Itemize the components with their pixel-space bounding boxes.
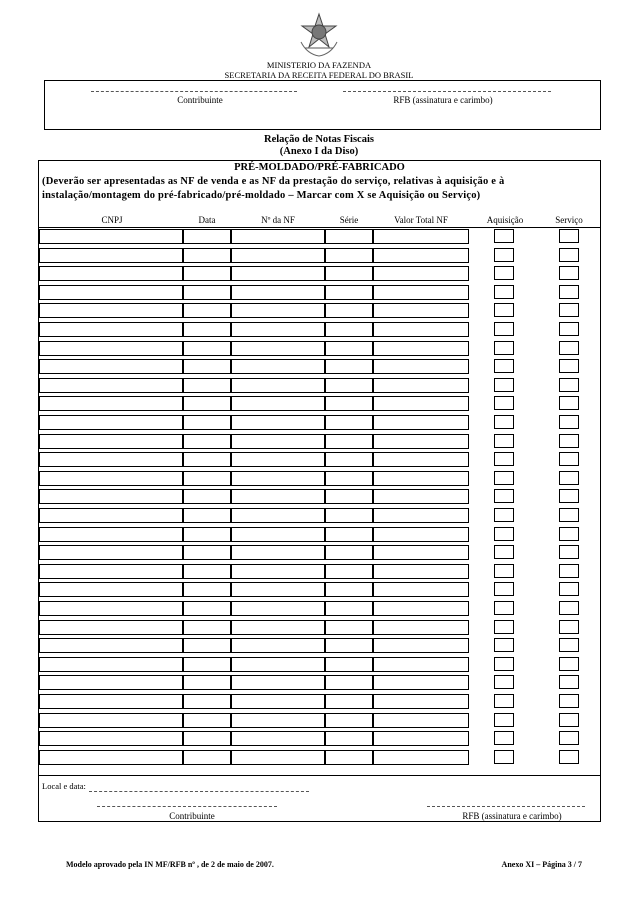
nf-number-cell[interactable] bbox=[231, 601, 325, 616]
serie-cell[interactable] bbox=[325, 471, 373, 486]
column-header-serie: Série bbox=[339, 215, 359, 225]
servico-checkbox[interactable] bbox=[559, 359, 579, 373]
cnpj-cell[interactable] bbox=[39, 229, 183, 244]
data-cell[interactable] bbox=[183, 527, 231, 542]
servico-checkbox[interactable] bbox=[559, 229, 579, 243]
contribuinte-label: Contribuinte bbox=[177, 95, 223, 105]
serie-cell[interactable] bbox=[325, 527, 373, 542]
servico-checkbox[interactable] bbox=[559, 750, 579, 764]
aquisicao-checkbox[interactable] bbox=[494, 508, 514, 522]
cnpj-cell[interactable] bbox=[39, 378, 183, 393]
aquisicao-checkbox[interactable] bbox=[494, 750, 514, 764]
aquisicao-checkbox[interactable] bbox=[494, 266, 514, 280]
serie-cell[interactable] bbox=[325, 638, 373, 653]
servico-checkbox[interactable] bbox=[559, 713, 579, 727]
aquisicao-checkbox[interactable] bbox=[494, 620, 514, 634]
valor-total-cell[interactable] bbox=[373, 322, 469, 337]
data-cell[interactable] bbox=[183, 285, 231, 300]
valor-total-cell[interactable] bbox=[373, 266, 469, 281]
valor-total-cell[interactable] bbox=[373, 731, 469, 746]
invoice-table-box bbox=[38, 160, 601, 822]
cnpj-cell[interactable] bbox=[39, 508, 183, 523]
aquisicao-checkbox[interactable] bbox=[494, 415, 514, 429]
cnpj-cell[interactable] bbox=[39, 545, 183, 560]
cnpj-cell[interactable] bbox=[39, 601, 183, 616]
valor-total-cell[interactable] bbox=[373, 564, 469, 579]
aquisicao-checkbox[interactable] bbox=[494, 341, 514, 355]
serie-cell[interactable] bbox=[325, 396, 373, 411]
aquisicao-checkbox[interactable] bbox=[494, 248, 514, 262]
valor-total-cell[interactable] bbox=[373, 582, 469, 597]
nf-number-cell[interactable] bbox=[231, 731, 325, 746]
serie-cell[interactable] bbox=[325, 694, 373, 709]
column-header-data: Data bbox=[198, 215, 216, 225]
servico-checkbox[interactable] bbox=[559, 452, 579, 466]
cnpj-cell[interactable] bbox=[39, 341, 183, 356]
nf-number-cell[interactable] bbox=[231, 359, 325, 374]
data-cell[interactable] bbox=[183, 582, 231, 597]
nf-number-cell[interactable] bbox=[231, 675, 325, 690]
column-header-valor-total: Valor Total NF bbox=[394, 215, 448, 225]
cnpj-cell[interactable] bbox=[39, 434, 183, 449]
form-title: Relação de Notas Fiscais bbox=[264, 134, 374, 145]
data-cell[interactable] bbox=[183, 248, 231, 263]
data-cell[interactable] bbox=[183, 601, 231, 616]
nf-number-cell[interactable] bbox=[231, 638, 325, 653]
serie-cell[interactable] bbox=[325, 564, 373, 579]
nf-number-cell[interactable] bbox=[231, 229, 325, 244]
nf-number-cell[interactable] bbox=[231, 750, 325, 765]
footer-model-note: Modelo aprovado pela IN MF/RFB nº , de 2 de maio de 2007. bbox=[66, 860, 274, 869]
servico-checkbox[interactable] bbox=[559, 638, 579, 652]
nf-number-cell[interactable] bbox=[231, 266, 325, 281]
aquisicao-checkbox[interactable] bbox=[494, 675, 514, 689]
nf-number-cell[interactable] bbox=[231, 285, 325, 300]
aquisicao-checkbox[interactable] bbox=[494, 713, 514, 727]
nf-number-cell[interactable] bbox=[231, 415, 325, 430]
servico-checkbox[interactable] bbox=[559, 657, 579, 671]
aquisicao-checkbox[interactable] bbox=[494, 601, 514, 615]
column-header-aquisicao: Aquisição bbox=[486, 215, 524, 225]
nf-number-cell[interactable] bbox=[231, 713, 325, 728]
serie-cell[interactable] bbox=[325, 285, 373, 300]
serie-cell[interactable] bbox=[325, 508, 373, 523]
data-cell[interactable] bbox=[183, 675, 231, 690]
data-cell[interactable] bbox=[183, 508, 231, 523]
aquisicao-checkbox[interactable] bbox=[494, 396, 514, 410]
rfb-label: RFB (assinatura e carimbo) bbox=[393, 95, 493, 105]
valor-total-cell[interactable] bbox=[373, 527, 469, 542]
bottom-contribuinte-label: Contribuinte bbox=[169, 811, 215, 821]
cnpj-cell[interactable] bbox=[39, 564, 183, 579]
data-cell[interactable] bbox=[183, 694, 231, 709]
servico-checkbox[interactable] bbox=[559, 582, 579, 596]
nf-number-cell[interactable] bbox=[231, 620, 325, 635]
secretariat-heading: SECRETARIA DA RECEITA FEDERAL DO BRASIL bbox=[224, 70, 414, 80]
aquisicao-checkbox[interactable] bbox=[494, 471, 514, 485]
nf-number-cell[interactable] bbox=[231, 434, 325, 449]
servico-checkbox[interactable] bbox=[559, 694, 579, 708]
cnpj-cell[interactable] bbox=[39, 582, 183, 597]
valor-total-cell[interactable] bbox=[373, 601, 469, 616]
aquisicao-checkbox[interactable] bbox=[494, 303, 514, 317]
serie-cell[interactable] bbox=[325, 434, 373, 449]
data-cell[interactable] bbox=[183, 564, 231, 579]
serie-cell[interactable] bbox=[325, 266, 373, 281]
valor-total-cell[interactable] bbox=[373, 248, 469, 263]
form-subtitle: (Anexo I da Diso) bbox=[279, 146, 359, 157]
data-cell[interactable] bbox=[183, 322, 231, 337]
aquisicao-checkbox[interactable] bbox=[494, 582, 514, 596]
serie-cell[interactable] bbox=[325, 415, 373, 430]
serie-cell[interactable] bbox=[325, 675, 373, 690]
servico-checkbox[interactable] bbox=[559, 248, 579, 262]
nf-number-cell[interactable] bbox=[231, 378, 325, 393]
servico-checkbox[interactable] bbox=[559, 396, 579, 410]
instructions-text: (Deverão ser apresentadas as NF de venda e as NF da prestação do serviço, relativas à aquisição e à instalação/montagem do pré-fabricado/pré-moldado – Marcar com X se Aquisição ou Serviço) bbox=[42, 176, 505, 201]
aquisicao-checkbox[interactable] bbox=[494, 229, 514, 243]
cnpj-cell[interactable] bbox=[39, 266, 183, 281]
serie-cell[interactable] bbox=[325, 620, 373, 635]
aquisicao-checkbox[interactable] bbox=[494, 489, 514, 503]
serie-cell[interactable] bbox=[325, 489, 373, 504]
servico-checkbox[interactable] bbox=[559, 675, 579, 689]
serie-cell[interactable] bbox=[325, 341, 373, 356]
servico-checkbox[interactable] bbox=[559, 527, 579, 541]
aquisicao-checkbox[interactable] bbox=[494, 378, 514, 392]
valor-total-cell[interactable] bbox=[373, 545, 469, 560]
servico-checkbox[interactable] bbox=[559, 620, 579, 634]
data-cell[interactable] bbox=[183, 452, 231, 467]
coat-of-arms-emblem bbox=[297, 12, 341, 58]
servico-checkbox[interactable] bbox=[559, 378, 579, 392]
aquisicao-checkbox[interactable] bbox=[494, 564, 514, 578]
valor-total-cell[interactable] bbox=[373, 229, 469, 244]
cnpj-cell[interactable] bbox=[39, 415, 183, 430]
aquisicao-checkbox[interactable] bbox=[494, 434, 514, 448]
nf-number-cell[interactable] bbox=[231, 694, 325, 709]
data-cell[interactable] bbox=[183, 359, 231, 374]
aquisicao-checkbox[interactable] bbox=[494, 731, 514, 745]
servico-checkbox[interactable] bbox=[559, 434, 579, 448]
servico-checkbox[interactable] bbox=[559, 601, 579, 615]
nf-number-cell[interactable] bbox=[231, 508, 325, 523]
bottom-rfb-signature-line bbox=[427, 806, 585, 807]
data-cell[interactable] bbox=[183, 489, 231, 504]
table-bottom-rule bbox=[39, 775, 600, 776]
aquisicao-checkbox[interactable] bbox=[494, 452, 514, 466]
valor-total-cell[interactable] bbox=[373, 489, 469, 504]
data-cell[interactable] bbox=[183, 731, 231, 746]
valor-total-cell[interactable] bbox=[373, 452, 469, 467]
serie-cell[interactable] bbox=[325, 582, 373, 597]
data-cell[interactable] bbox=[183, 638, 231, 653]
local-data-line[interactable] bbox=[89, 791, 309, 792]
nf-number-cell[interactable] bbox=[231, 248, 325, 263]
data-cell[interactable] bbox=[183, 434, 231, 449]
serie-cell[interactable] bbox=[325, 378, 373, 393]
valor-total-cell[interactable] bbox=[373, 303, 469, 318]
cnpj-cell[interactable] bbox=[39, 675, 183, 690]
servico-checkbox[interactable] bbox=[559, 564, 579, 578]
cnpj-cell[interactable] bbox=[39, 657, 183, 672]
nf-number-cell[interactable] bbox=[231, 489, 325, 504]
servico-checkbox[interactable] bbox=[559, 489, 579, 503]
aquisicao-checkbox[interactable] bbox=[494, 359, 514, 373]
serie-cell[interactable] bbox=[325, 229, 373, 244]
valor-total-cell[interactable] bbox=[373, 415, 469, 430]
local-data-label: Local e data: bbox=[42, 781, 86, 791]
valor-total-cell[interactable] bbox=[373, 638, 469, 653]
aquisicao-checkbox[interactable] bbox=[494, 694, 514, 708]
nf-number-cell[interactable] bbox=[231, 564, 325, 579]
data-cell[interactable] bbox=[183, 657, 231, 672]
cnpj-cell[interactable] bbox=[39, 359, 183, 374]
servico-checkbox[interactable] bbox=[559, 266, 579, 280]
nf-number-cell[interactable] bbox=[231, 322, 325, 337]
data-cell[interactable] bbox=[183, 303, 231, 318]
valor-total-cell[interactable] bbox=[373, 341, 469, 356]
servico-checkbox[interactable] bbox=[559, 471, 579, 485]
serie-cell[interactable] bbox=[325, 750, 373, 765]
aquisicao-checkbox[interactable] bbox=[494, 322, 514, 336]
aquisicao-checkbox[interactable] bbox=[494, 285, 514, 299]
servico-checkbox[interactable] bbox=[559, 322, 579, 336]
valor-total-cell[interactable] bbox=[373, 713, 469, 728]
serie-cell[interactable] bbox=[325, 545, 373, 560]
serie-cell[interactable] bbox=[325, 731, 373, 746]
valor-total-cell[interactable] bbox=[373, 657, 469, 672]
bottom-rfb-label: RFB (assinatura e carimbo) bbox=[462, 811, 562, 821]
top-signature-box bbox=[44, 80, 601, 130]
cnpj-cell[interactable] bbox=[39, 527, 183, 542]
nf-number-cell[interactable] bbox=[231, 341, 325, 356]
aquisicao-checkbox[interactable] bbox=[494, 638, 514, 652]
servico-checkbox[interactable] bbox=[559, 731, 579, 745]
cnpj-cell[interactable] bbox=[39, 620, 183, 635]
serie-cell[interactable] bbox=[325, 322, 373, 337]
cnpj-cell[interactable] bbox=[39, 489, 183, 504]
valor-total-cell[interactable] bbox=[373, 471, 469, 486]
valor-total-cell[interactable] bbox=[373, 396, 469, 411]
data-cell[interactable] bbox=[183, 229, 231, 244]
data-cell[interactable] bbox=[183, 266, 231, 281]
nf-number-cell[interactable] bbox=[231, 582, 325, 597]
cnpj-cell[interactable] bbox=[39, 303, 183, 318]
valor-total-cell[interactable] bbox=[373, 378, 469, 393]
cnpj-cell[interactable] bbox=[39, 322, 183, 337]
ministry-heading: MINISTERIO DA FAZENDA bbox=[266, 60, 372, 70]
cnpj-cell[interactable] bbox=[39, 285, 183, 300]
servico-checkbox[interactable] bbox=[559, 508, 579, 522]
serie-cell[interactable] bbox=[325, 359, 373, 374]
serie-cell[interactable] bbox=[325, 713, 373, 728]
cnpj-cell[interactable] bbox=[39, 638, 183, 653]
aquisicao-checkbox[interactable] bbox=[494, 657, 514, 671]
serie-cell[interactable] bbox=[325, 657, 373, 672]
contribuinte-signature-line bbox=[91, 91, 297, 92]
column-header-nf-number: Nº da NF bbox=[261, 215, 295, 225]
valor-total-cell[interactable] bbox=[373, 285, 469, 300]
data-cell[interactable] bbox=[183, 415, 231, 430]
serie-cell[interactable] bbox=[325, 303, 373, 318]
section-heading: PRÉ-MOLDADO/PRÉ-FABRICADO bbox=[234, 162, 405, 173]
serie-cell[interactable] bbox=[325, 452, 373, 467]
cnpj-cell[interactable] bbox=[39, 471, 183, 486]
cnpj-cell[interactable] bbox=[39, 713, 183, 728]
cnpj-cell[interactable] bbox=[39, 452, 183, 467]
column-header-cnpj: CNPJ bbox=[101, 215, 123, 225]
valor-total-cell[interactable] bbox=[373, 675, 469, 690]
cnpj-cell[interactable] bbox=[39, 731, 183, 746]
footer-page-number: Anexo XI – Página 3 / 7 bbox=[501, 860, 582, 869]
servico-checkbox[interactable] bbox=[559, 285, 579, 299]
data-cell[interactable] bbox=[183, 341, 231, 356]
aquisicao-checkbox[interactable] bbox=[494, 527, 514, 541]
valor-total-cell[interactable] bbox=[373, 620, 469, 635]
data-cell[interactable] bbox=[183, 750, 231, 765]
column-header-servico: Serviço bbox=[555, 215, 583, 225]
valor-total-cell[interactable] bbox=[373, 434, 469, 449]
nf-number-cell[interactable] bbox=[231, 452, 325, 467]
valor-total-cell[interactable] bbox=[373, 359, 469, 374]
aquisicao-checkbox[interactable] bbox=[494, 545, 514, 559]
cnpj-cell[interactable] bbox=[39, 396, 183, 411]
serie-cell[interactable] bbox=[325, 248, 373, 263]
servico-checkbox[interactable] bbox=[559, 545, 579, 559]
data-cell[interactable] bbox=[183, 471, 231, 486]
header-rule bbox=[39, 227, 600, 228]
cnpj-cell[interactable] bbox=[39, 750, 183, 765]
cnpj-cell[interactable] bbox=[39, 248, 183, 263]
serie-cell[interactable] bbox=[325, 601, 373, 616]
data-cell[interactable] bbox=[183, 378, 231, 393]
data-cell[interactable] bbox=[183, 620, 231, 635]
valor-total-cell[interactable] bbox=[373, 694, 469, 709]
nf-number-cell[interactable] bbox=[231, 471, 325, 486]
bottom-contribuinte-signature-line bbox=[97, 806, 277, 807]
nf-number-cell[interactable] bbox=[231, 303, 325, 318]
nf-number-cell[interactable] bbox=[231, 396, 325, 411]
servico-checkbox[interactable] bbox=[559, 303, 579, 317]
nf-number-cell[interactable] bbox=[231, 657, 325, 672]
rfb-signature-line bbox=[343, 91, 551, 92]
valor-total-cell[interactable] bbox=[373, 750, 469, 765]
data-cell[interactable] bbox=[183, 713, 231, 728]
nf-number-cell[interactable] bbox=[231, 545, 325, 560]
data-cell[interactable] bbox=[183, 396, 231, 411]
valor-total-cell[interactable] bbox=[373, 508, 469, 523]
servico-checkbox[interactable] bbox=[559, 415, 579, 429]
cnpj-cell[interactable] bbox=[39, 694, 183, 709]
nf-number-cell[interactable] bbox=[231, 527, 325, 542]
data-cell[interactable] bbox=[183, 545, 231, 560]
servico-checkbox[interactable] bbox=[559, 341, 579, 355]
